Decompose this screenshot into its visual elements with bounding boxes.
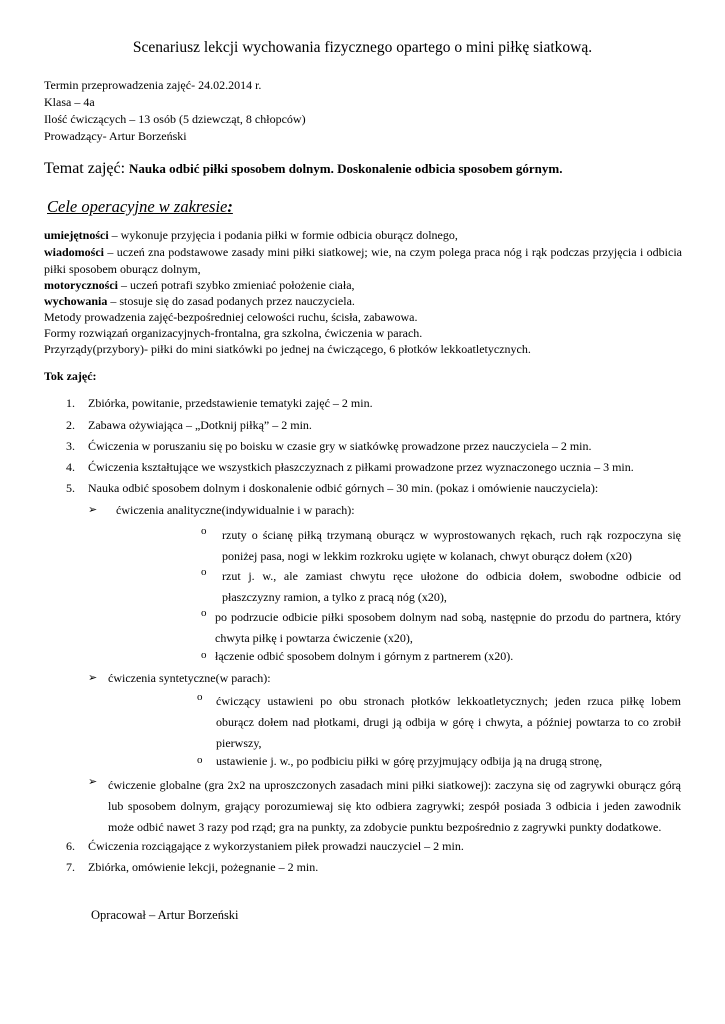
- analytical-sub-item: łączenie odbić sposobem dolnym i górnym z partnerem (x20).: [215, 649, 514, 663]
- knowledge-text: – uczeń zna podstawowe zasady mini piłki siatkowej; wie, na czym polega praca nóg i rąk podczas przyjęcia i odbicia piłki sposobem oburącz dolnym,: [44, 245, 682, 276]
- methods-line: Metody prowadzenia zajęć-bezpośredniej celowości ruchu, ścisła, zabawowa.: [44, 310, 418, 324]
- item-text: Zbiórka, omówienie lekcji, pożegnanie – 2 min.: [88, 860, 319, 874]
- motor-term: motoryczności: [44, 278, 118, 292]
- analytical-heading: ćwiczenia analityczne(indywidualnie i w parach):: [116, 503, 355, 517]
- arrow-bullet-icon: ➢: [88, 672, 98, 684]
- author-signature: Opracował – Artur Borzeński: [91, 908, 239, 922]
- arrow-bullet-icon: ➢: [88, 776, 98, 788]
- item-number: 2.: [66, 418, 75, 432]
- circle-bullet-icon: o: [201, 525, 207, 537]
- analytical-sub-item: po podrzucie odbicie piłki sposobem dolnym nad sobą, następnie do przodu do partnera, który chwyta piłkę i powtarza ćwiczenie (x20),: [215, 610, 681, 645]
- circle-bullet-icon: o: [197, 691, 203, 703]
- item-text: Zabawa ożywiająca – „Dotknij piłką” – 2 min.: [88, 418, 312, 432]
- knowledge-term: wiadomości: [44, 245, 104, 259]
- item-number: 3.: [66, 439, 75, 453]
- meta-teacher: Prowadzący- Artur Borzeński: [44, 129, 187, 143]
- skills-term: umiejętności: [44, 228, 109, 242]
- meta-date: Termin przeprowadzenia zajęć- 24.02.2014 r.: [44, 78, 262, 92]
- meta-participants: Ilość ćwiczących – 13 osób (5 dziewcząt, 8 chłopców): [44, 112, 306, 126]
- education-text: – stosuje się do zasad podanych przez nauczyciela.: [107, 294, 355, 308]
- topic-label: Temat zajęć:: [44, 160, 130, 177]
- item-number: 1.: [66, 396, 75, 410]
- item-number: 4.: [66, 460, 75, 474]
- synthetic-sub-item: ćwiczący ustawieni po obu stronach płotków lekkoatletycznych; jeden rzuca piłkę lobem oburącz dołem nad płotkami, drugi ją odbija w górę i chwyta, a później powtarza to co zrobił pierwszy,: [216, 694, 681, 750]
- education-term: wychowania: [44, 294, 108, 308]
- item-text: Ćwiczenia w poruszaniu się po boisku w czasie gry w siatkówkę prowadzone przez nauczyciela – 2 min.: [88, 439, 592, 453]
- equipment-line: Przyrządy(przybory)- piłki do mini siatkówki po jednej na ćwiczącego, 6 płotków lekkoatletycznych.: [44, 342, 531, 356]
- circle-bullet-icon: o: [201, 649, 207, 661]
- lesson-topic: [44, 160, 562, 178]
- item-number: 5.: [66, 481, 75, 495]
- objective-knowledge: [44, 244, 682, 278]
- circle-bullet-icon: o: [201, 607, 207, 619]
- skills-text: – wykonuje przyjęcia i podania piłki w formie odbicia oburącz dolnego,: [108, 228, 458, 242]
- global-exercise: ćwiczenie globalne (gra 2x2 na uproszczonych zasadach mini piłki siatkowej): zaczyna się od zagrywki oburącz górą lub sposobem dolnym, grający porozumiewaj się kto odbiera zagrywki; zespół posiada 3 odbicia i jeden zawodnik może odbić nawet 3 razy pod rząd; gra na punkty, za zdobycie punktu bezpośrednio z zagrywki punkty dodatkowe.: [108, 778, 681, 834]
- objectives-heading-colon: :: [227, 197, 233, 216]
- synthetic-sub-item: ustawienie j. w., po podbiciu piłki w górę przyjmujący odbija ją na drugą stronę,: [216, 754, 603, 768]
- circle-bullet-icon: o: [201, 566, 207, 578]
- motor-text: – uczeń potrafi szybko zmieniać położenie ciała,: [117, 278, 355, 292]
- item-number: 6.: [66, 839, 75, 853]
- analytical-sub-item: rzuty o ścianę piłką trzymaną oburącz w wyprostowanych rękach, ruch rąk rozpoczyna się poniżej pasa, nogi w lekkim rozkroku ugięte w kolanach, chwyt oburącz dołem (x20): [222, 528, 681, 563]
- objectives-heading-text: Cele operacyjne w zakresie: [47, 197, 228, 216]
- item-text: Ćwiczenia rozciągające z wykorzystaniem piłek prowadzi nauczyciel – 2 min.: [88, 839, 464, 853]
- meta-class: Klasa – 4a: [44, 95, 95, 109]
- item-text: Nauka odbić sposobem dolnym i doskonalenie odbić górnych – 30 min. (pokaz i omówienie nauczyciela):: [88, 481, 599, 495]
- objectives-heading: [47, 197, 233, 217]
- objective-skills: [44, 228, 458, 243]
- procedure-heading: Tok zajęć:: [44, 369, 97, 383]
- objective-education: [44, 294, 355, 309]
- synthetic-heading: ćwiczenia syntetyczne(w parach):: [108, 671, 271, 685]
- forms-line: Formy rozwiązań organizacyjnych-frontalna, gra szkolna, ćwiczenia w parach.: [44, 326, 423, 340]
- topic-text: Nauka odbić piłki sposobem dolnym. Doskonalenie odbicia sposobem górnym.: [129, 161, 563, 176]
- item-text: Zbiórka, powitanie, przedstawienie tematyki zajęć – 2 min.: [88, 396, 373, 410]
- arrow-bullet-icon: ➢: [88, 504, 98, 516]
- objective-motor: [44, 278, 355, 293]
- item-text: Ćwiczenia kształtujące we wszystkich płaszczyznach z piłkami prowadzone przez wyznaczonego ucznia – 3 min.: [88, 460, 634, 474]
- item-number: 7.: [66, 860, 75, 874]
- document-title: Scenariusz lekcji wychowania fizycznego opartego o mini piłkę siatkową.: [132, 39, 593, 56]
- circle-bullet-icon: o: [197, 754, 203, 766]
- analytical-sub-item: rzut j. w., ale zamiast chwytu ręce ułożone do odbicia dołem, swobodne odbicie od płaszczyzny ramion, a tylko z pracą nóg (x20),: [222, 569, 681, 604]
